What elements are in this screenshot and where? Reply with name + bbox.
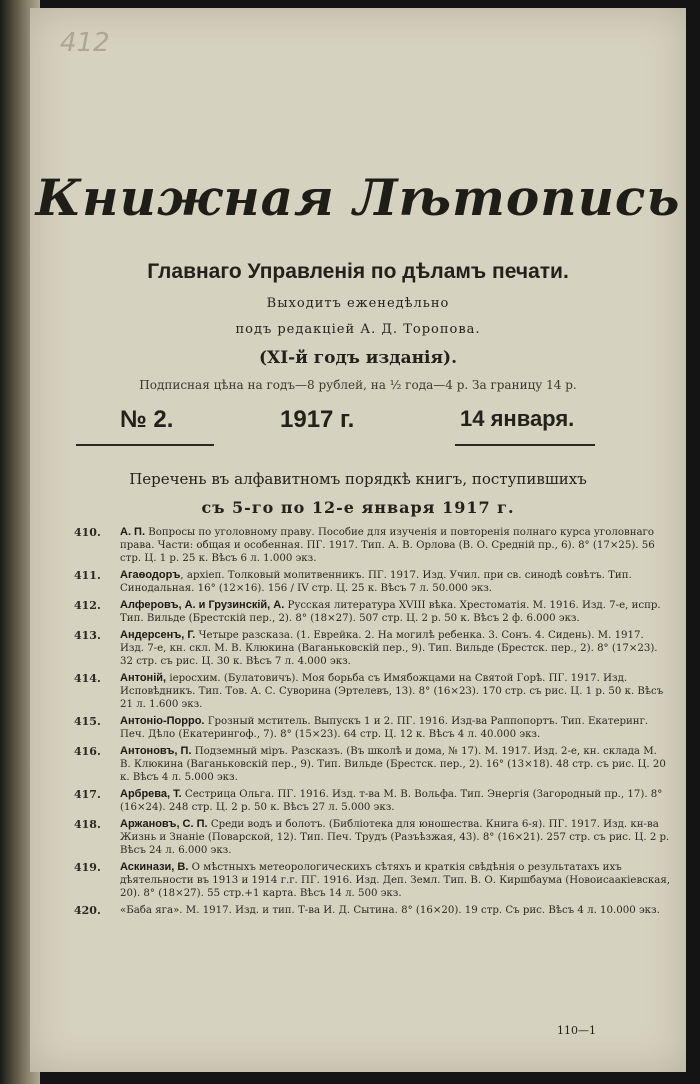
list-item xyxy=(60,818,670,857)
entry-number: 418. xyxy=(74,818,101,831)
publication-frequency: Выходитъ еженедѣльно xyxy=(266,296,450,311)
list-item xyxy=(60,672,670,711)
entry-text: Подземный міръ. Разсказъ. (Въ школѣ и дома, № 17). М. 1917. Изд. 2-е, кн. склада М. В. Клюкина (Ваганьковскій пер., 9). Тип. Вильде (Брестск. пер., 2). 16° (13×18). 48 стр. съ рис. Ц. 20 к. Вѣсъ 4 л. 5.000 экз. xyxy=(120,746,666,783)
entry-number: 417. xyxy=(74,788,101,801)
entry-number: 420. xyxy=(74,904,101,917)
publication-year-note: (XI-й годъ изданія). xyxy=(258,348,458,368)
list-item xyxy=(60,904,670,917)
subscription-price: Подписная цѣна на годъ—8 рублей, на ½ года—4 р. За границу 14 р. xyxy=(139,378,577,392)
list-item xyxy=(60,745,670,784)
document-page xyxy=(30,8,686,1072)
entry-number: 416. xyxy=(74,745,101,758)
entry-number: 412. xyxy=(74,599,101,612)
entry-number: 419. xyxy=(74,861,101,874)
intro-line-1: Перечень въ алфавитномъ порядкѣ книгъ, поступившихъ xyxy=(129,470,587,488)
list-item xyxy=(60,788,670,814)
page-mark: 110—1 xyxy=(557,1024,596,1037)
entry-author: Антоніо-Порро. xyxy=(120,715,205,727)
journal-title: Книжная Лѣтопись xyxy=(35,168,681,227)
entry-text: , архіеп. Толковый молитвенникъ. ПГ. 1917. Изд. Учил. при св. синодѣ совѣтъ. Тип. Синодальная. 16° (12×16). 156 / IV стр. Ц. 25 к. Вѣсъ 7 л. 50.000 экз. xyxy=(120,570,632,594)
journal-subtitle: Главнаго Управленія по дѣламъ печати. xyxy=(147,260,569,283)
entry-number: 413. xyxy=(74,629,101,642)
entry-text: Среди водъ и болотъ. (Библіотека для юношества. Книга 6-я). ПГ. 1917. Изд. кн-ва Жизнь и Знаніе (Поварской, 12). Тип. Печ. Трудъ (Разъѣзжая, 43). 8° (16×21). 257 стр. съ рис. Ц. 2 р. Вѣсъ 24 л. 6.000 экз. xyxy=(120,819,670,856)
entry-author: Арбрева, Т. xyxy=(120,788,182,800)
list-item xyxy=(60,526,670,565)
list-item xyxy=(60,715,670,741)
entry-text: Русская литература XVIII вѣка. Хрестоматія. М. 1916. Изд. 7-е, испр. Тип. Вильде (Брестскій пер., 2). 8° (18×27). 507 стр. Ц. 2 р. 50 к. Вѣсъ 2 ф. 6.000 экз. xyxy=(120,600,661,624)
entry-number: 415. xyxy=(74,715,101,728)
entry-text: «Баба яга». М. 1917. Изд. и тип. Т-ва И. Д. Сытина. 8° (16×20). 19 стр. Съ рис. Вѣсъ 4 л. 10.000 экз. xyxy=(120,905,660,916)
issue-rule-left xyxy=(76,444,214,446)
entry-author: Агаѳодоръ xyxy=(120,569,181,581)
entry-author: Аржановъ, С. П. xyxy=(120,818,208,830)
entry-number: 411. xyxy=(74,569,101,582)
editor-line: подъ редакціей А. Д. Торопова. xyxy=(235,322,481,337)
entry-text: Вопросы по уголовному праву. Пособие для изученія и повторенія полнаго курса уголовнаго права. Части: общая и особенная. ПГ. 1917. Тип. А. В. Орлова (В. О. Средній пр., 6). 8° (17×25). 56 стр. Ц. 1 р. 25 к. Вѣсъ 6 л. 1.000 экз. xyxy=(120,527,655,564)
intro-line-2: съ 5-го по 12-е января 1917 г. xyxy=(201,498,515,517)
entry-author: Алферовъ, А. и Грузинскій, А. xyxy=(120,599,285,611)
entry-text: О мѣстныхъ метеорологическихъ сѣтяхъ и краткія свѣдѣнія о результатахъ ихъ дѣятельности въ 1913 и 1914 г.г. ПГ. 1916. Изд. Деп. Земл. Тип. В. О. Киршбаума (Новоисаакіевская, 20). 8° (18×27). 55 стр.+1 карта. Вѣсъ 14 л. 500 экз. xyxy=(120,862,671,899)
entry-text: іеросхим. (Булатовичъ). Моя борьба съ Имябожцами на Святой Горѣ. ПГ. 1917. Изд. Исповѣдникъ. Тип. Тов. А. С. Суворина (Эртелевъ, 13). 8° (16×23). 170 стр. съ рис. Ц. 1 р. 50 к. Вѣсъ 21 л. 1.600 экз. xyxy=(120,673,664,710)
list-item xyxy=(60,861,670,900)
issue-date: 14 января. xyxy=(460,406,575,431)
entry-text: Грозный мститель. Выпускъ 1 и 2. ПГ. 1916. Изд-ва Раппопортъ. Тип. Екатеринг. Печ. Дѣло (Екатерингоф., 7). 8° (15×23). 64 стр. Ц. 12 к. Вѣсъ 4 л. 40.000 экз. xyxy=(120,716,649,740)
entry-author: Антоній, xyxy=(120,672,167,684)
entry-number: 410. xyxy=(74,526,101,539)
issue-year: 1917 г. xyxy=(280,406,355,433)
entry-number: 414. xyxy=(74,672,101,685)
list-item xyxy=(60,629,670,668)
entry-text: Четыре разсказа. (1. Еврейка. 2. На могилѣ ребенка. 3. Сонъ. 4. Сидень). М. 1917. Изд. 7-е, кн. скл. М. В. Клюкина (Ваганьковскій пер., 9). Тип. Вильде (Брестск. пер., 2). 8° (17×23). 32 стр. съ рис. Ц. 30 к. Вѣсъ 7 л. 4.000 экз. xyxy=(120,630,658,667)
entry-text: Сестрица Ольга. ПГ. 1916. Изд. т-ва М. В. Вольфа. Тип. Энергія (Загородный пр., 17). 8° (16×24). 248 стр. Ц. 2 р. 50 к. Вѣсъ 27 л. 5.000 экз. xyxy=(120,789,663,813)
handwritten-mark: 412 xyxy=(60,28,110,58)
entry-author: А. П. xyxy=(120,526,146,538)
entry-author: Антоновъ, П. xyxy=(120,745,192,757)
entry-list xyxy=(60,526,670,921)
issue-rule-right xyxy=(455,444,595,446)
list-item xyxy=(60,569,670,595)
entry-author: Андерсенъ, Г. xyxy=(120,629,196,641)
entry-author: Аскинази, В. xyxy=(120,861,189,873)
list-item xyxy=(60,599,670,625)
issue-number: № 2. xyxy=(120,406,174,433)
